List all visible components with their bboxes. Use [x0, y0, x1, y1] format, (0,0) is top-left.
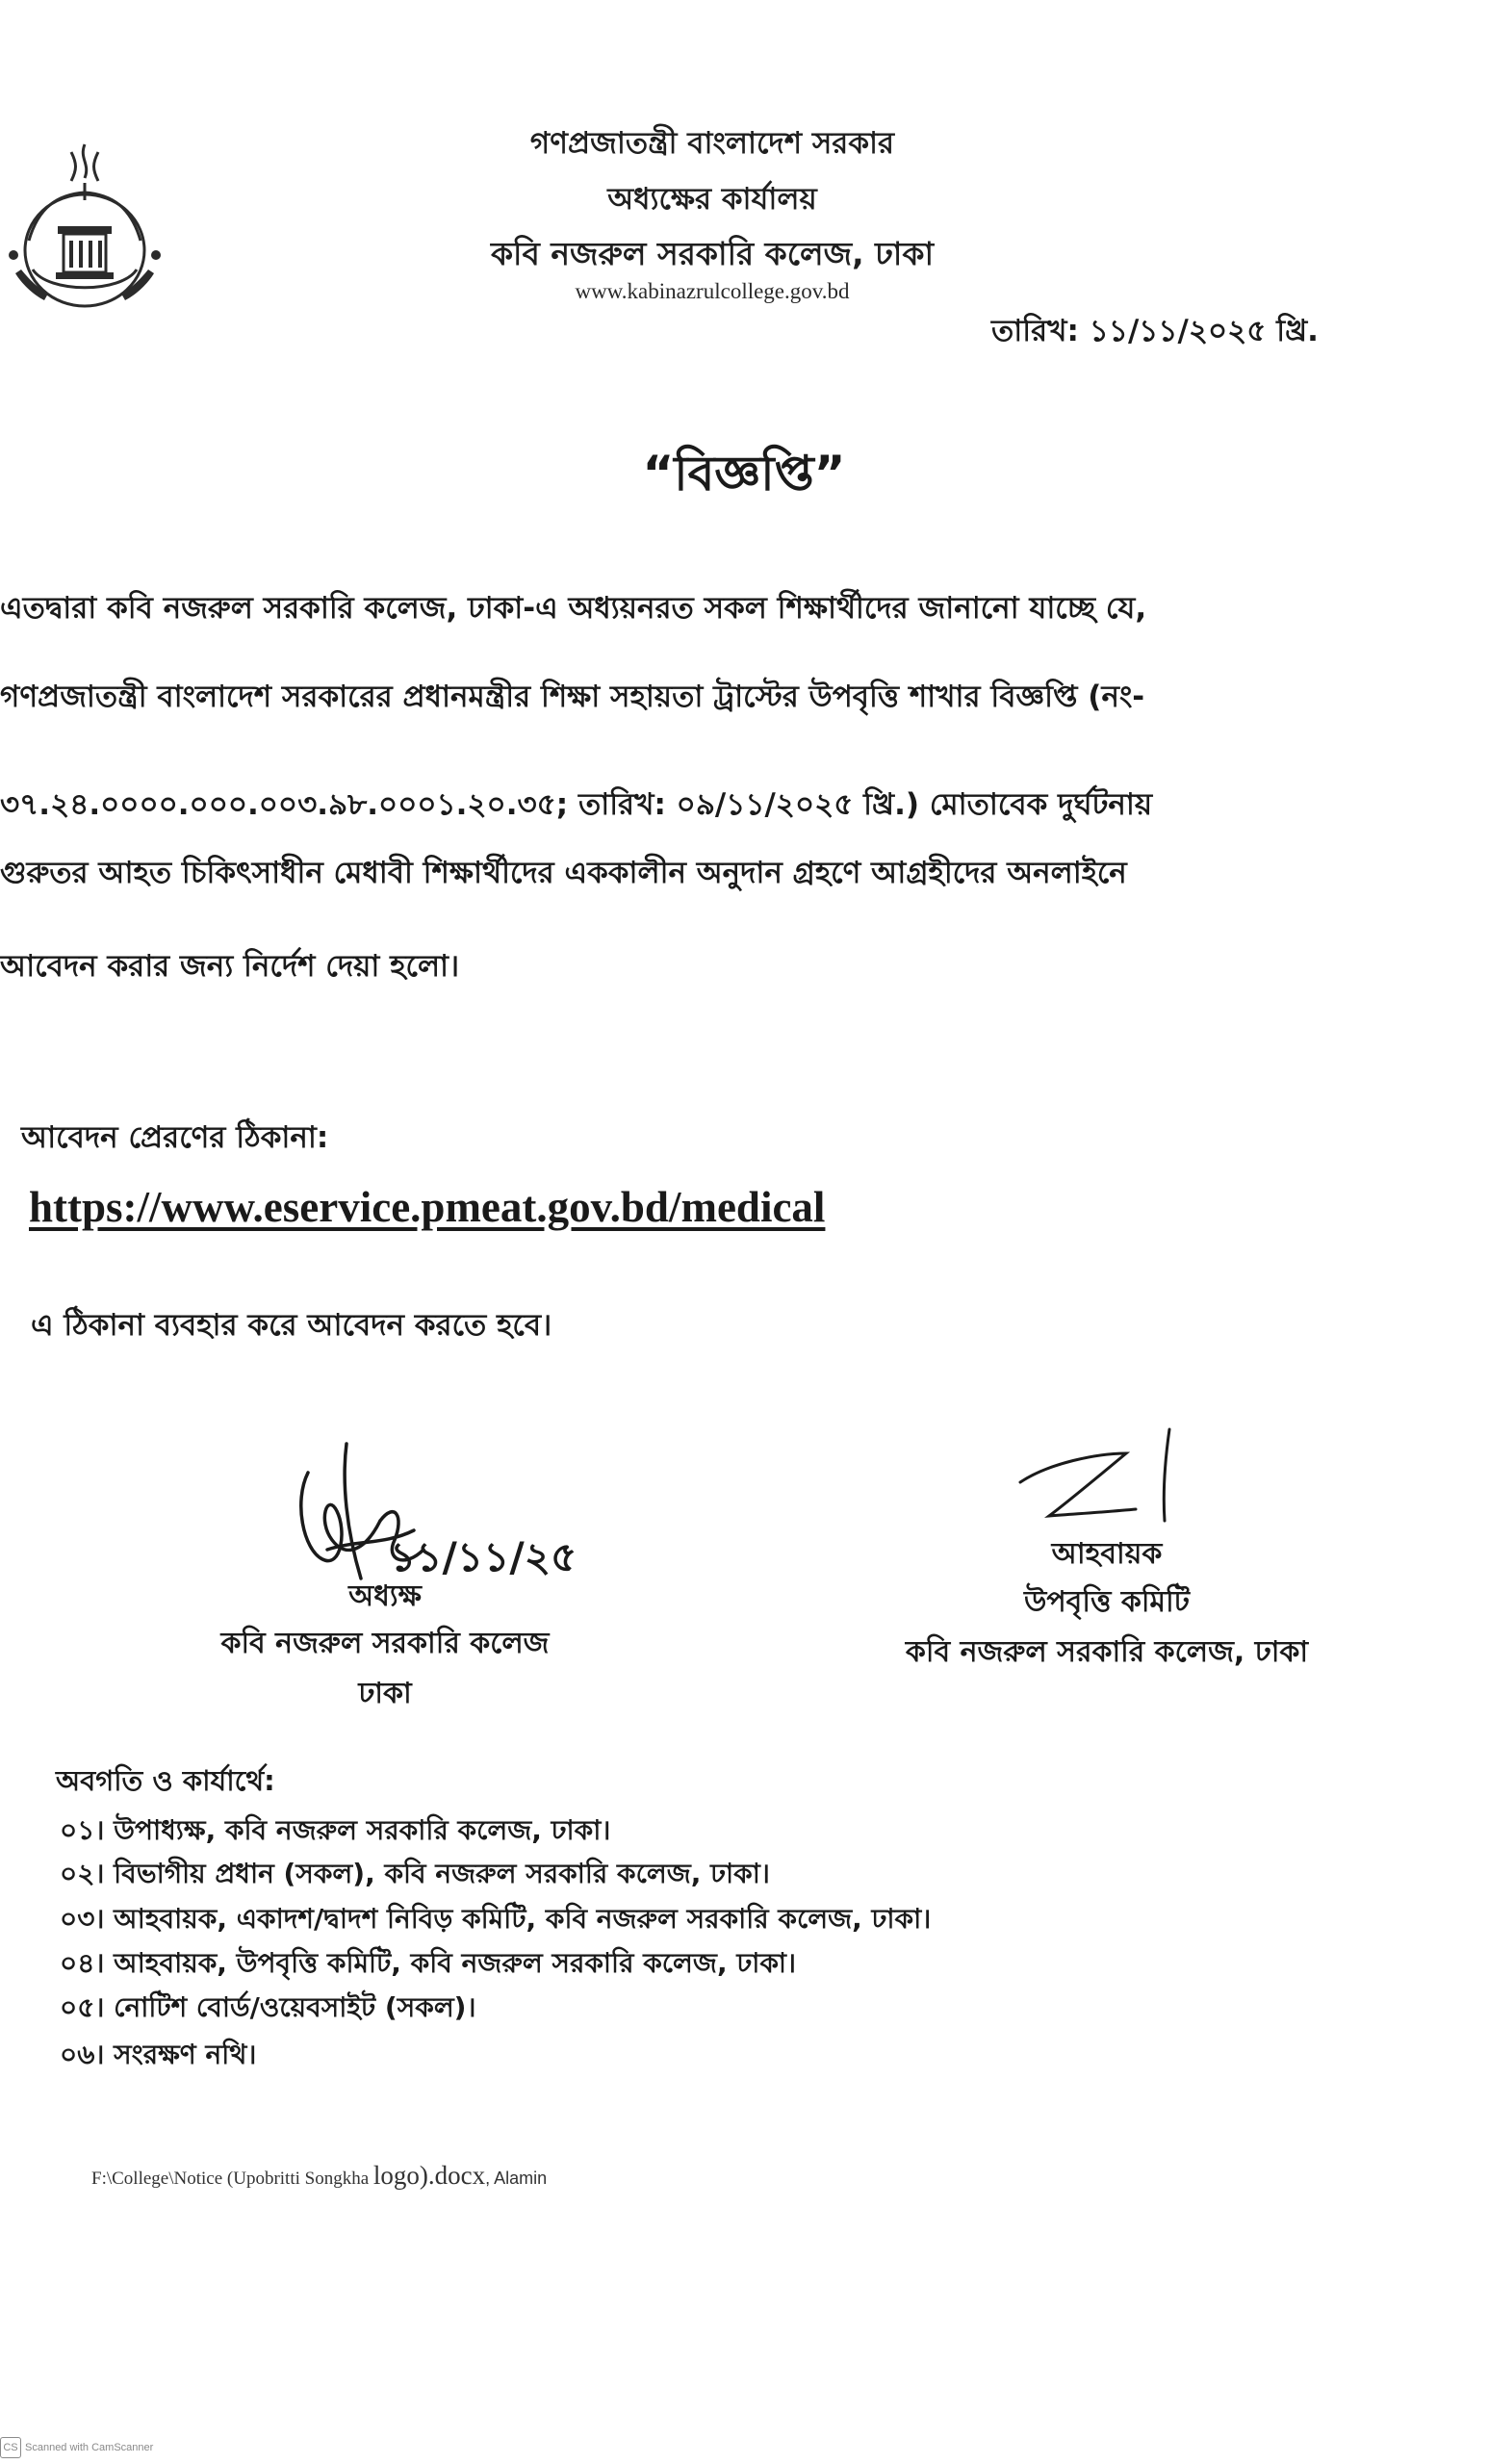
distribution-item: ০২। বিভাগীয় প্রধান (সকল), কবি নজরুল সরকারি কলেজ, ঢাকা। — [60, 1858, 770, 1889]
notice-title: “বিজ্ঞপ্তি” — [642, 446, 846, 501]
header-website: www.kabinazrulcollege.gov.bd — [575, 279, 850, 303]
distribution-label: অবগতি ও কার্যার্থে: — [56, 1764, 275, 1797]
camscanner-icon: CS — [0, 2437, 21, 2458]
address-label: আবেদন প্রেরণের ঠিকানা: — [21, 1120, 329, 1155]
header-office: অধ্যক্ষের কার্যালয় — [607, 182, 817, 217]
distribution-item: ০৪। আহবায়ক, উপবৃত্তি কমিটি, কবি নজরুল সরকারি কলেজ, ঢাকা। — [60, 1947, 797, 1979]
principal-org-line2: ঢাকা — [358, 1677, 412, 1710]
application-url-link[interactable]: https://www.eservice.pmeat.gov.bd/medical — [29, 1183, 826, 1231]
distribution-item: ০৫। নোটিশ বোর্ড/ওয়েবসাইট (সকল)। — [60, 1991, 476, 2023]
header-college: কবি নজরুল সরকারি কলেজ, ঢাকা — [490, 235, 935, 272]
notice-date: তারিখ: ১১/১১/২০২৫ খ্রি. — [991, 314, 1319, 348]
distribution-item: ০৩। আহবায়ক, একাদশ/দ্বাদশ নিবিড় কমিটি, কবি নজরুল সরকারি কলেজ, ঢাকা। — [60, 1903, 932, 1935]
distribution-item: ০৬। সংরক্ষণ নথি। — [60, 2039, 257, 2070]
government-emblem-logo — [0, 125, 168, 318]
body-line-3: ৩৭.২৪.০০০০.০০০.০০৩.৯৮.০০০১.২০.৩৫; তারিখ: ০৯/১১/২০২৫ খ্রি.) মোতাবেক দুর্ঘটনায় — [0, 787, 1153, 822]
signature-handwritten-date: ১১/১১/২৫ — [390, 1533, 577, 1580]
convener-signature — [1011, 1424, 1184, 1530]
scanner-text: Scanned with CamScanner — [25, 2441, 154, 2453]
body-line-1: এতদ্বারা কবি নজরুল সরকারি কলেজ, ঢাকা-এ অধ্যয়নরত সকল শিক্ষার্থীদের জানানো যাচ্ছে যে, — [0, 591, 1147, 626]
body-line-4: গুরুতর আহত চিকিৎসাধীন মেধাবী শিক্ষার্থীদের এককালীন অনুদান গ্রহণে আগ্রহীদের অনলাইনে — [0, 856, 1127, 890]
convener-committee: উপবৃত্তি কমিটি — [1023, 1585, 1191, 1619]
principal-org-line1: কবি নজরুল সরকারি কলেজ — [220, 1627, 550, 1660]
convener-org: কবি নজরুল সরকারি কলেজ, ঢাকা — [905, 1635, 1309, 1669]
instruction-line: এ ঠিকানা ব্যবহার করে আবেদন করতে হবে। — [31, 1308, 552, 1343]
body-line-5: আবেদন করার জন্য নির্দেশ দেয়া হলো। — [0, 949, 460, 984]
file-author: , Alamin — [485, 2169, 548, 2188]
header-government: গণপ্রজাতন্ত্রী বাংলাদেশ সরকার — [529, 126, 895, 161]
body-line-2: গণপ্রজাতন্ত্রী বাংলাদেশ সরকারের প্রধানমন্ত্রীর শিক্ষা সহায়তা ট্রাস্টের উপবৃত্তি শাখার বিজ্ঞপ্তি (নং- — [0, 680, 1145, 714]
file-name: logo).docx — [372, 2161, 486, 2190]
distribution-item: ০১। উপাধ্যক্ষ, কবি নজরুল সরকারি কলেজ, ঢাকা। — [60, 1814, 611, 1846]
convener-designation: আহবায়ক — [1051, 1537, 1163, 1571]
file-path-footer — [91, 2161, 547, 2191]
file-path: F:\College\Notice (Upobritti Songkha — [91, 2169, 373, 2189]
scanner-watermark — [0, 2437, 153, 2458]
principal-designation: অধ্যক্ষ — [348, 1579, 422, 1613]
